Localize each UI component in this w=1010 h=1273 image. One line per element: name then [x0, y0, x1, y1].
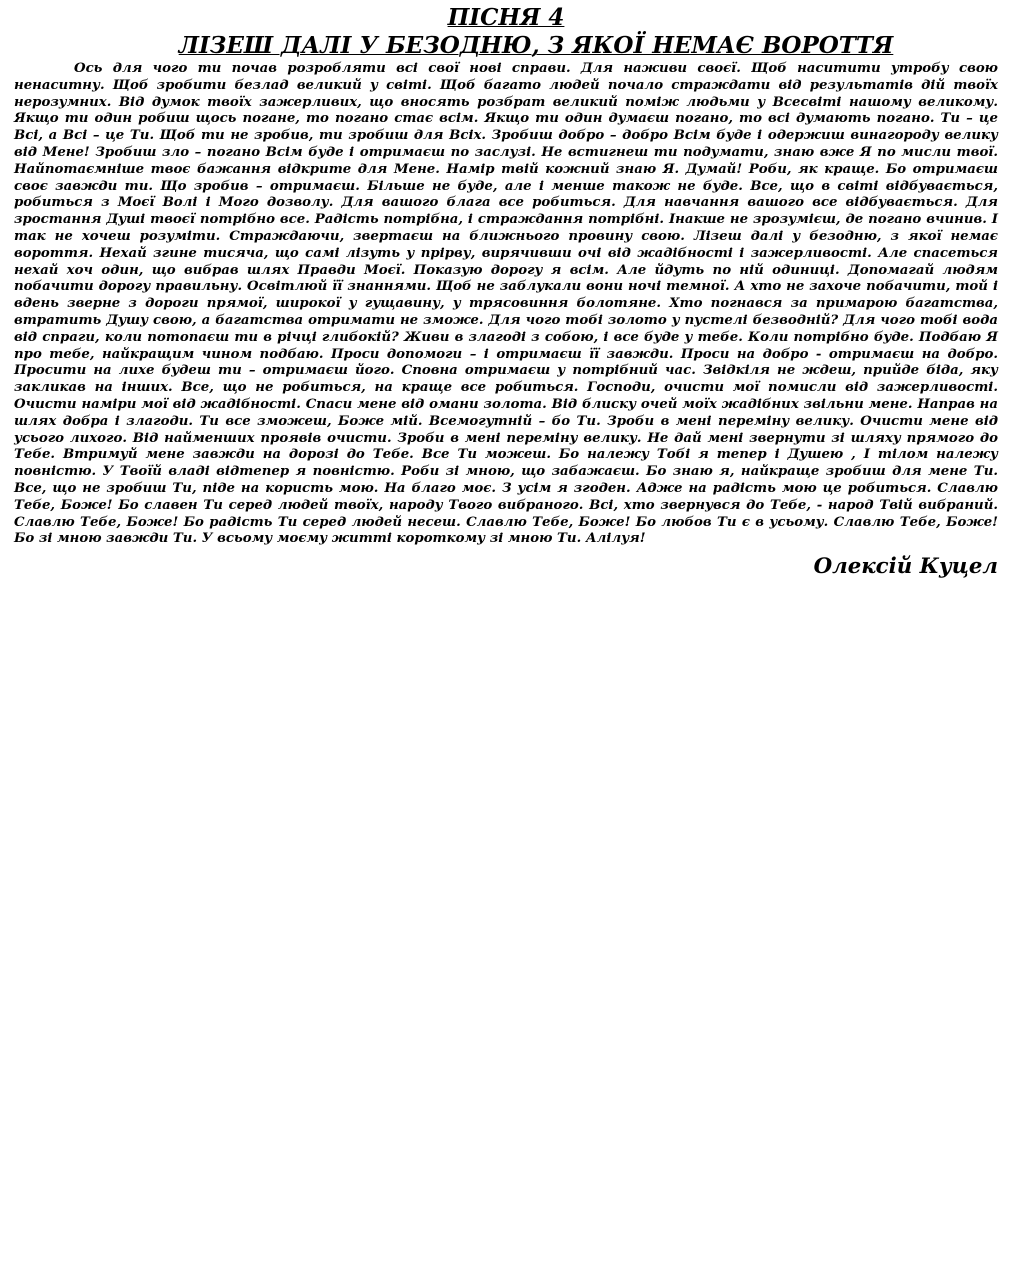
- author-signature: Олексій Куцел: [813, 554, 998, 580]
- song-body-text: Ось для чого ти почав розробляти всі свої нові справи. Для наживи своєї. Щоб наситити утробу свою ненаситну. Щоб зробити безлад великий у світі. Щоб багато людей почало страждати від результатів дій твоїх нерозумних. Від думок твоїх зажерливих, що вносять розбрат великий поміж людьми у Всесвіті нашому великому. Якщо ти один робиш щось погане, то погано стає всім. Якщо ти один думаєш погано, то всі думають погано. Ти – це Всі, а Всі – це Ти. Щоб ти не зробив, ти зробиш для Всіх. Зробиш добро – добро Всім буде і одержиш винагороду велику від Мене! Зробиш зло – погано Всім буде і отримаєш по заслузі. Не встигнеш ти подумати, знаю вже Я по мисли твої. Найпотаємніше твоє бажання відкрите для Мене. Намір твій кожний знаю Я. Думай! Роби, як краще. Бо отримаєш своє завжди ти. Що зробив – отримаєш. Більше не буде, але і менше також не буде. Все, що в світі відбувається, робиться з Моєї Волі і Мого дозволу. Для вашого блага все робиться. Для навчання вашого все відбувається. Для зростання Душі твоєї потрібно все. Радість потрібна, і страждання потрібні. Інакше не зрозумієш, де погано вчинив. І так не хочеш розуміти. Страждаючи, звертаєш на ближнього провину свою. Лізеш далі у безодню, з якої немає вороття. Нехай згине тисяча, що самі лізуть у прірву, вирячивши очі від жадібності і зажерливості. Але спасеться нехай хоч один, що вибрав шлях Правди Моєї. Показую дорогу я всім. Але йдуть по ній одиниці. Допомагай людям побачити дорогу правильну. Освітлюй її знаннями. Щоб не заблукали вони ночі темної. А хто не захоче побачити, той і вдень зверне з дороги прямої, широкої у гущавину, у трясовиння болотяне. Хто погнався за примарою багатства, втратить Душу свою, а багатства отримати не зможе. Для чого тобі золото у пустелі безводній? Для чого тобі вода від спраги, коли потопаєш ти в річці глибокій? Живи в злагоді з собою, і все буде у тебе. Коли потрібно буде. Подбаю Я про тебе, найкращим чином подбаю. Проси допомоги – і отримаєш її завжди. Проси на добро - отримаєш на добро. Просити на лихе будеш ти – отримаєш його. Сповна отримаєш у потрібний час. Звідкіля не ждеш, прийде біда, яку закликав на інших. Все, що не робиться, на краще все робиться. Господи, очисти мої помисли від зажерливості. Очисти наміри мої від жадібності. Спаси мене від омани золота. Від блиску очей моїх жадібних звільни мене. Направ на шлях добра і злагоди. Ти все зможеш, Боже мій. Всемогутній – бо Ти. Зроби в мені переміну велику. Очисти мене від усього лихого. Від найменших проявів очисти. Зроби в мені переміну велику. Не дай мені звернути зі шляху прямого до Тебе. Втримуй мене завжди на дорозі до Тебе. Все Ти можеш. Бо належу Тобі я тепер і Душею , І тілом належу повністю. У Твоїй владі відтепер я повністю. Роби зі мною, що забажаєш. Бо знаю я, найкраще зробиш для мене Ти. Все, що не зробиш Ти, піде на користь мою. На благо моє. З усім я згоден. Адже на радість мою це робиться. Славлю Тебе, Боже! Бо славен Ти серед людей твоїх, народу Твого вибраного. Всі, хто звернувся до Тебе, - народ Твій вибраний. Славлю Тебе, Боже! Бо радість Ти серед людей несеш. Славлю Тебе, Боже! Бо любов Ти є в усьому. Славлю Тебе, Боже! Бо зі мною завжди Ти. У всьому моєму житті короткому зі мною Ти. Алілуя!: [14, 61, 998, 547]
- song-subtitle: ЛІЗЕШ ДАЛІ У БЕЗОДНЮ, З ЯКОЇ НЕМАЄ ВОРОТТЯ: [178, 32, 894, 59]
- document-page: [14, 0, 998, 1273]
- song-title: ПІСНЯ 4: [447, 4, 565, 31]
